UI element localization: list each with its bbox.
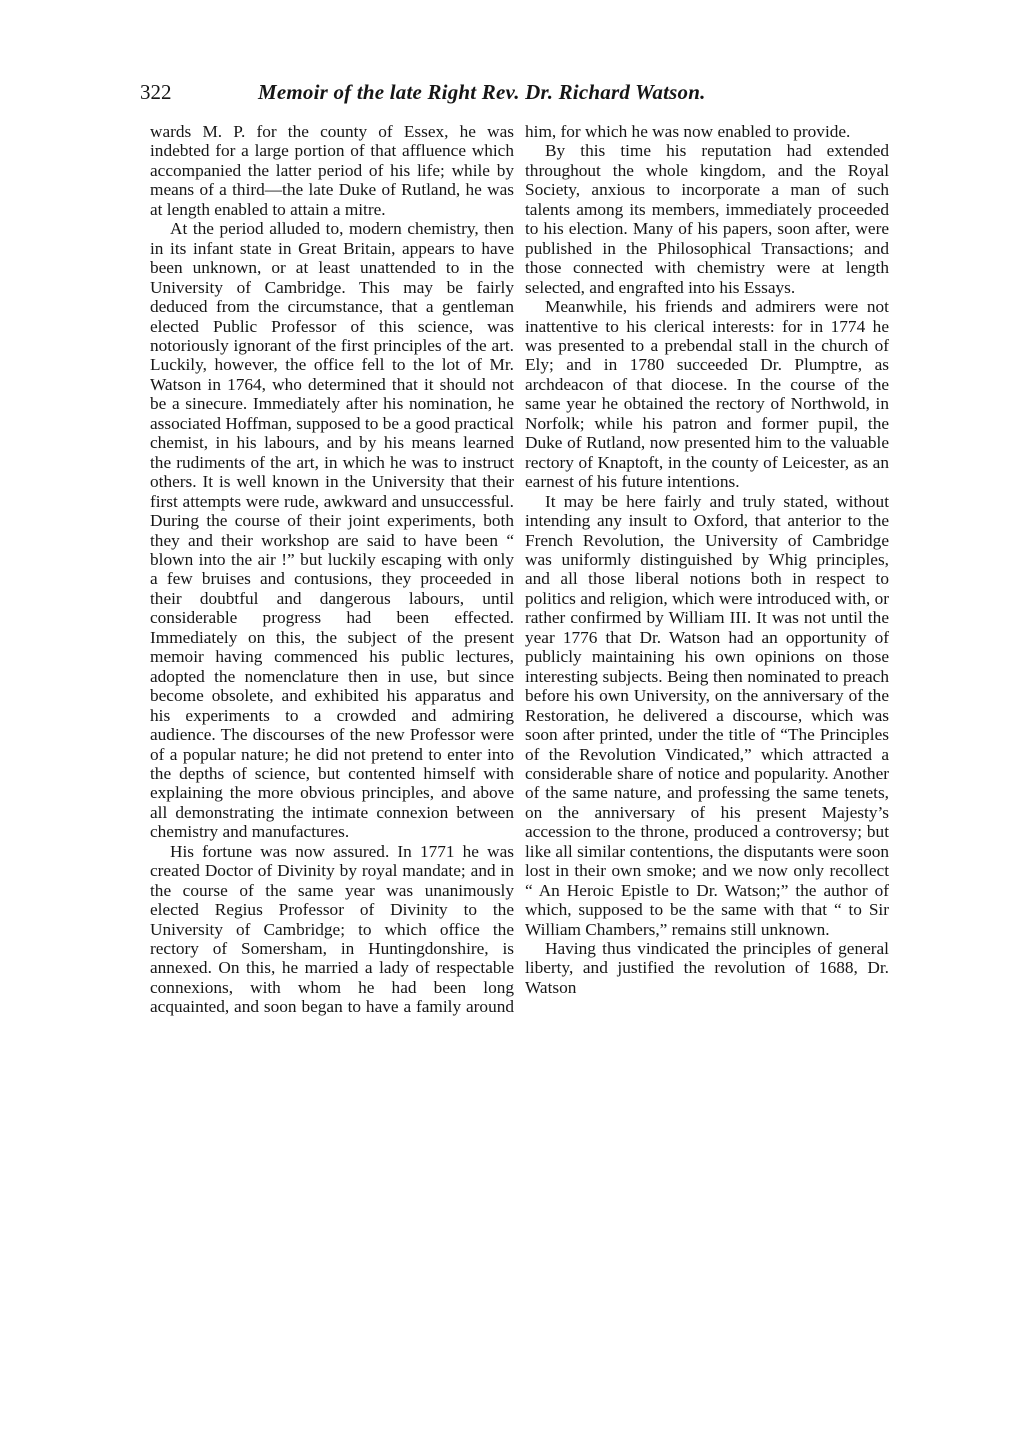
paragraph: At the period alluded to, modern chemistry, then in its infant state in Great Britain, appears to have been unknown, or at least unattended to in the University of Cambridge. This may be fairly deduced from the circumstance, that a gentleman elected Public Professor of this science, was notoriously ignorant of the first principles of the art. Luckily, however, the office fell to the lot of Mr. Watson in 1764, who determined that it should not be a sinecure. Immediately after his nomination, he associated Hoffman, supposed to be a good practical chemist, in his labours, and by his means learned the rudiments of the art, in which he was to instruct others. It is well known in the University that their first attempts were rude, awkward and unsuccessful. During the course of their joint experiments, both they and their workshop are said to have been “ blown into the air !” but luckily escaping with only a few bruises and contusions, they proceeded in their doubtful and dangerous labours, until considerable progress had been effected. Immediately on this, the subject of the present memoir having commenced his public lectures, adopted the nomenclature then in use, but since become obsolete, and exhibited his apparatus and his experiments to a crowded and admiring audience. The discourses of the new Professor were of a popular nature; he did not pretend to enter into the depths of science, but contented himself with explaining the more obvious principles, and above all demonstrating the intimate connexion between chemistry and manufactures. [150, 219, 514, 842]
page-number: 322 [140, 80, 172, 104]
paragraph: Meanwhile, his friends and admirers were not inattentive to his clerical interests: for in 1774 he was presented to a prebendal stall in the church of Ely; and in 1780 succeeded Dr. Plumptre, as archdeacon of that diocese. In the course of the same year he obtained the rectory of Northwold, in Norfolk; while his patron and former pupil, the Duke of Rutland, now presented him to the valuable rectory of Knaptoft, in the county of Leicester, as an earnest of his future intentions. [525, 297, 889, 492]
left-column [150, 122, 514, 1017]
paragraph: By this time his reputation had extended throughout the whole kingdom, and the Royal Society, anxious to incorporate a man of such talents among its members, immediately proceeded to his election. Many of his papers, soon after, were published in the Philosophical Transactions; and those connected with chemistry were at length selected, and engrafted into his Essays. [525, 141, 889, 297]
paragraph: him, for which he was now enabled to provide. [525, 122, 851, 141]
page-header [140, 80, 900, 114]
running-title: Memoir of the late Right Rev. Dr. Richard Watson. [258, 80, 706, 104]
paragraph: His fortune was now assured. In 1771 he was created Doctor of Divinity by royal mandate; and in the course of the same year was unanimously elected Regius Professor of Divinity to the University of Cambridge; to which office the rectory of Somersham, in Huntingdonshire, is annexed. On this, he married a lady of respectable connexions, with whom he had been long acquainted, and soon began to have a family around [150, 841, 514, 1017]
paragraph: It may be here fairly and truly stated, without intending any insult to Oxford, that anterior to the French Revolution, the University of Cambridge was uniformly distinguished by Whig principles, and all those liberal notions both in respect to politics and religion, which were introduced with, or rather confirmed by William III. It was not until the year 1776 that Dr. Watson had an opportunity of publicly maintaining his own opinions on those interesting subjects. Being then nominated to preach before his own University, on the anniversary of the Restoration, he delivered a discourse, which was soon after printed, under the title of “The Principles of the Revolution Vindicated,” which attracted a considerable share of notice and popularity. Another of the same nature, and professing the same tenets, on the anniversary of his present Majesty’s accession to the throne, produced a controversy; but like all similar contentions, the disputants were soon lost in their own smoke; and we now only recollect “ An Heroic Epistle to Dr. Watson;” the author of which, supposed to be the same with that “ to Sir William Chambers,” remains still unknown. [525, 491, 889, 939]
paragraph: wards M. P. for the county of Essex, he was indebted for a large portion of that affluence which accompanied the latter period of his life; while by means of a third—the late Duke of Rutland, he was at length enabled to attain a mitre. [150, 122, 514, 219]
paragraph: Having thus vindicated the principles of general liberty, and justified the revolution of 1688, Dr. Watson [525, 939, 889, 997]
right-column [525, 122, 889, 997]
